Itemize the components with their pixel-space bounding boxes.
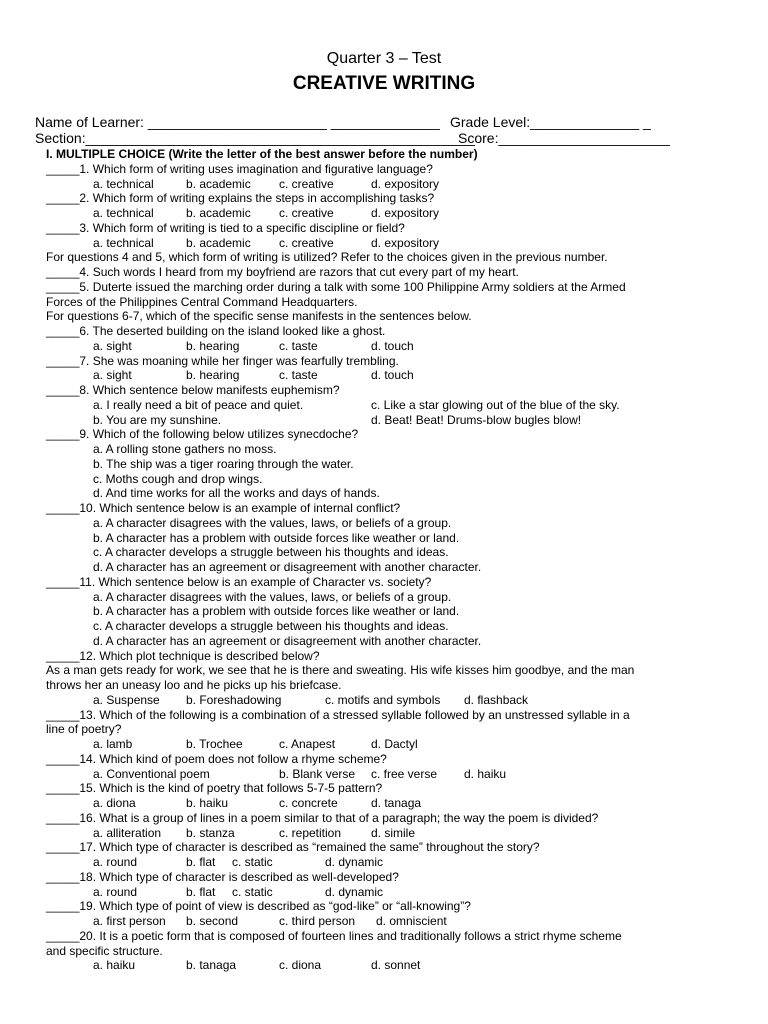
test-subject-title: CREATIVE WRITING <box>292 73 476 94</box>
line-text: and specific structure. <box>46 943 163 958</box>
answer-choice: c. creative <box>279 206 334 220</box>
score-label: Score:______________________ <box>458 130 670 146</box>
answer-choice: c. static <box>232 855 273 869</box>
line-text: _____9. Which of the following below utilizes synecdoche? <box>46 427 359 442</box>
answer-choice: c. third person <box>279 914 356 928</box>
answer-choice: a. first person <box>93 914 166 928</box>
answer-choice: c. Anapest <box>279 737 336 751</box>
grade-level-label: Grade Level:______________ _ <box>450 114 651 130</box>
line-text: I. MULTIPLE CHOICE (Write the letter of the best answer before the number) <box>46 147 478 161</box>
answer-choice: b. academic <box>186 235 251 250</box>
answer-choice: d. expository <box>371 235 440 250</box>
answer-choice: b. You are my sunshine. <box>93 412 222 427</box>
line-text: As a man gets ready for work, we see that he is there and sweating. His wife kisses him goodbye, and the man <box>46 663 635 678</box>
section-label: Section:__________________________________________________ <box>35 130 475 146</box>
line-text: _____1. Which form of writing uses imagination and figurative language? <box>46 161 433 176</box>
answer-choice: b. Trochee <box>186 737 243 751</box>
line-text: a. A rolling stone gathers no moss. <box>93 442 277 456</box>
answer-choice: d. touch <box>371 338 414 353</box>
answer-choice: a. alliteration <box>93 825 162 840</box>
answer-choice: a. Conventional poem <box>93 766 210 781</box>
line-text: _____14. Which kind of poem does not follow a rhyme scheme? <box>46 751 387 766</box>
answer-choice: d. omniscient <box>376 914 447 928</box>
answer-choice: a. Suspense <box>93 692 160 707</box>
answer-choice: d. sonnet <box>371 958 421 973</box>
answer-choice: d. tanaga <box>371 796 422 810</box>
line-text: d. And time works for all the works and days of hands. <box>93 486 380 501</box>
answer-choice: b. flat <box>186 884 216 899</box>
line-text: c. A character develops a struggle between his thoughts and ideas. <box>93 545 449 560</box>
line-text: d. A character has an agreement or disagreement with another character. <box>93 560 482 574</box>
line-text: a. A character disagrees with the values, laws, or beliefs of a group. <box>93 515 452 530</box>
answer-choice: c. concrete <box>279 796 338 810</box>
answer-choice: b. academic <box>186 206 251 220</box>
line-text: For questions 4 and 5, which form of writing is utilized? Refer to the choices given in the previous number. <box>46 250 608 265</box>
line-text: _____6. The deserted building on the island looked like a ghost. <box>46 324 386 338</box>
answer-choice: b. stanza <box>186 825 235 840</box>
answer-choice: a. diona <box>93 796 136 810</box>
answer-choice: d. dynamic <box>325 855 384 869</box>
answer-choice: b. Blank verse <box>279 766 356 781</box>
line-text: line of poetry? <box>46 722 122 737</box>
answer-choice: b. haiku <box>186 796 229 810</box>
answer-choice: c. creative <box>279 176 334 191</box>
answer-choice: b. tanaga <box>186 958 237 973</box>
answer-choice: c. diona <box>279 958 322 973</box>
line-text: _____15. Which is the kind of poetry that follows 5-7-5 pattern? <box>46 781 383 796</box>
line-text: _____19. Which type of point of view is described as “god-like” or “all-knowing”? <box>46 899 471 914</box>
line-text: d. A character has an agreement or disagreement with another character. <box>93 633 482 648</box>
answer-choice: a. round <box>93 855 138 869</box>
answer-choice: c. repetition <box>279 825 342 840</box>
line-text: c. A character develops a struggle between his thoughts and ideas. <box>93 619 449 633</box>
line-text: _____2. Which form of writing explains the steps in accomplishing tasks? <box>46 191 435 206</box>
answer-choice: a. haiku <box>93 958 136 973</box>
answer-choice: c. Like a star glowing out of the blue of the sky. <box>371 397 620 412</box>
answer-choice: a. technical <box>93 235 154 250</box>
line-text: b. A character has a problem with outside forces like weather or land. <box>93 604 460 619</box>
answer-choice: a. technical <box>93 206 154 220</box>
answer-choice: d. touch <box>371 368 414 383</box>
line-text: throws her an uneasy loo and he picks up his briefcase. <box>46 678 342 692</box>
answer-choice: a. I really need a bit of peace and quiet. <box>93 397 304 412</box>
answer-choice: a. sight <box>93 338 132 353</box>
line-text: _____8. Which sentence below manifests euphemism? <box>46 383 340 397</box>
answer-choice: c. free verse <box>371 766 438 781</box>
learner-name-label: Name of Learner: _______________________ ______________ <box>35 114 440 130</box>
answer-choice: d. dynamic <box>325 884 384 899</box>
line-text: _____16. What is a group of lines in a poem similar to that of a paragraph; the way the poem is divided? <box>46 810 599 825</box>
line-text: _____18. Which type of character is described as well-developed? <box>46 869 399 884</box>
line-text: _____7. She was moaning while her finger was fearfully trembling. <box>46 353 399 368</box>
line-text: _____10. Which sentence below is an example of internal conflict? <box>46 501 401 515</box>
answer-choice: d. Beat! Beat! Drums-blow bugles blow! <box>371 412 582 427</box>
answer-choice: b. hearing <box>186 338 240 353</box>
line-text: b. A character has a problem with outside forces like weather or land. <box>93 530 460 545</box>
answer-choice: d. haiku <box>464 766 507 781</box>
answer-choice: b. second <box>186 914 239 928</box>
answer-choice: a. technical <box>93 176 154 191</box>
answer-choice: a. lamb <box>93 737 133 751</box>
answer-choice: b. Foreshadowing <box>186 692 282 707</box>
line-text: _____5. Duterte issued the marching order during a talk with some 100 Philippine Army soldiers at the Armed <box>46 279 626 294</box>
answer-choice: d. expository <box>371 176 440 191</box>
line-text: _____20. It is a poetic form that is composed of fourteen lines and traditionally follows a strict rhyme scheme <box>46 928 622 943</box>
answer-choice: b. hearing <box>186 368 240 383</box>
answer-choice: b. flat <box>186 855 216 869</box>
answer-choice: d. Dactyl <box>371 737 418 751</box>
answer-choice: d. expository <box>371 206 440 220</box>
line-text: a. A character disagrees with the values, laws, or beliefs of a group. <box>93 589 452 604</box>
answer-choice: a. sight <box>93 368 132 383</box>
line-text: _____4. Such words I heard from my boyfriend are razors that cut every part of my heart. <box>46 265 519 279</box>
line-text: _____11. Which sentence below is an example of Character vs. society? <box>46 574 432 589</box>
line-text: Forces of the Philippines Central Command Headquarters. <box>46 294 358 309</box>
line-text: _____3. Which form of writing is tied to a specific discipline or field? <box>46 220 405 235</box>
answer-choice: d. simile <box>371 825 416 840</box>
line-text: b. The ship was a tiger roaring through the water. <box>93 456 354 471</box>
line-text: _____13. Which of the following is a combination of a stressed syllable followed by an unstressed syllable in a <box>46 707 630 722</box>
test-quarter-title: Quarter 3 – Test <box>326 50 442 67</box>
line-text: For questions 6-7, which of the specific sense manifests in the sentences below. <box>46 309 472 324</box>
answer-choice: c. static <box>232 884 273 899</box>
line-text: c. Moths cough and drop wings. <box>93 471 263 486</box>
line-text: _____12. Which plot technique is described below? <box>46 648 320 663</box>
answer-choice: d. flashback <box>464 692 529 707</box>
answer-choice: c. taste <box>279 368 318 383</box>
answer-choice: b. academic <box>186 176 251 191</box>
answer-choice: c. taste <box>279 338 318 353</box>
answer-choice: c. creative <box>279 235 334 250</box>
line-text: _____17. Which type of character is described as “remained the same” throughout the story? <box>46 840 540 855</box>
answer-choice: a. round <box>93 884 138 899</box>
answer-choice: c. motifs and symbols <box>325 692 441 707</box>
